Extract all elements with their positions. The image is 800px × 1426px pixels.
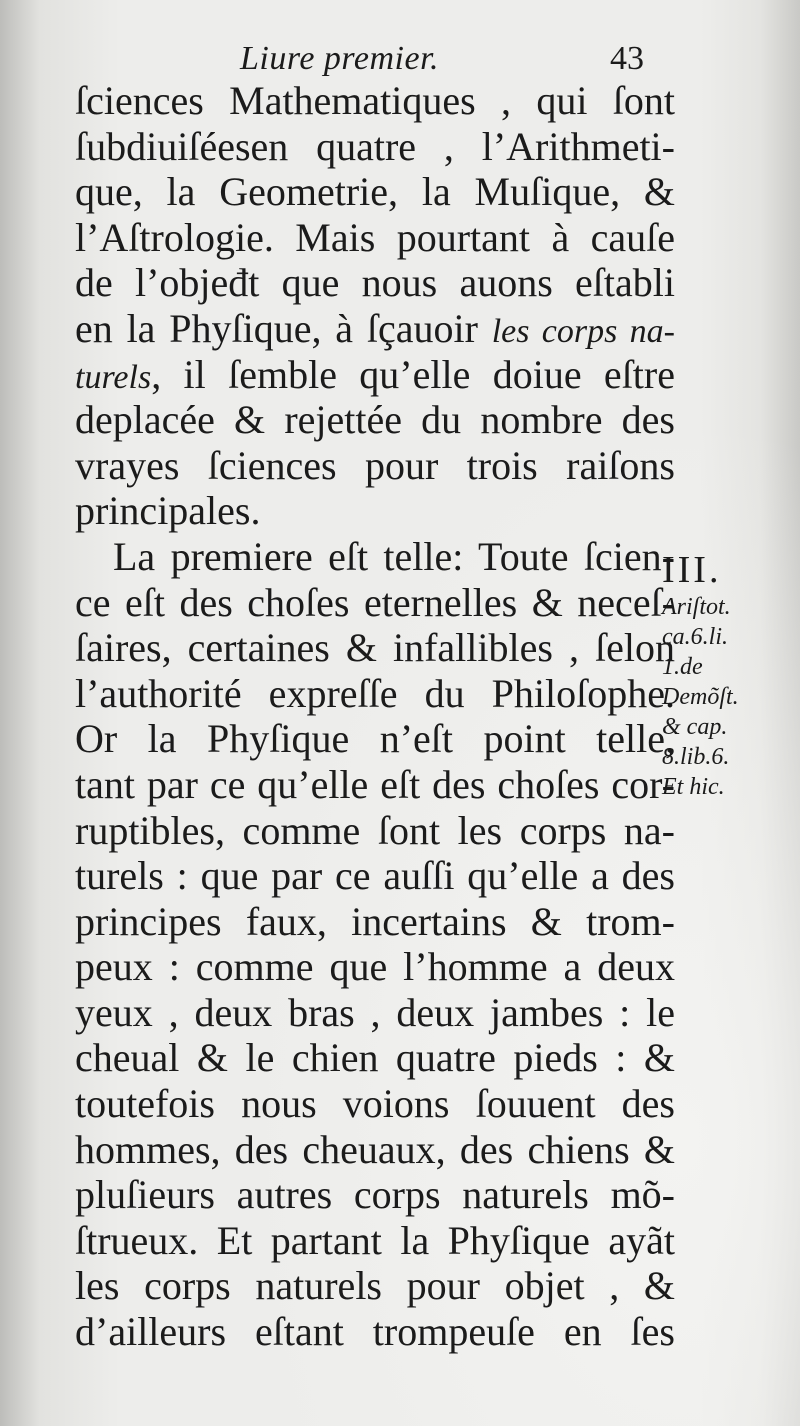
text-line: ce eſt des choſes eternelles & neceſ- <box>75 579 675 625</box>
text-line: deplacée & rejettée du nombre des <box>75 397 675 443</box>
marginal-note: 1.de <box>662 654 703 680</box>
text-line: turels : que par ce auſſi qu’elle a des <box>75 853 675 899</box>
text-line: l’authorité expreſſe du Philoſophe. <box>75 670 675 716</box>
running-head: Liure premier. <box>240 40 440 77</box>
marginal-note: ca.6.li. <box>662 624 728 650</box>
italic-phrase: turels <box>75 358 152 396</box>
text-line: Or la Phyſique n’eſt point telle, <box>75 716 675 762</box>
text-line: toutefois nous voions ſouuent des <box>75 1081 675 1127</box>
page-number: 43 <box>610 40 644 77</box>
text-line: cheual & le chien quatre pieds : & <box>75 1035 675 1081</box>
text-line: ſubdiuiſéesen quatre , l’Arithmeti- <box>75 123 675 169</box>
text-line: hommes, des cheuaux, des chiens & <box>75 1126 675 1172</box>
marginal-numeral: III. <box>662 549 722 591</box>
text-line: yeux , deux bras , deux jambes : le <box>75 989 675 1035</box>
text-line: principes faux, incertains & trom- <box>75 898 675 944</box>
text-line: vrayes ſciences pour trois raiſons <box>75 442 675 488</box>
marginal-note: 8.lib.6. <box>662 744 730 770</box>
text-line: les corps naturels pour objet , & <box>75 1263 675 1309</box>
text-line: que, la Geometrie, la Muſique, & <box>75 169 675 215</box>
text-line: principales. <box>75 488 261 534</box>
text-line: en la Phyſique, à ſçauoir les corps na- <box>75 305 675 351</box>
body-text <box>75 78 675 1355</box>
marginal-note: Et hic. <box>662 774 725 800</box>
text-line: La premiere eſt telle: Toute ſcien- <box>113 533 675 579</box>
marginal-note: Ariſtot. <box>662 594 731 620</box>
marginal-notes <box>662 548 800 802</box>
text-line: ſtrueux. Et partant la Phyſique ayãt <box>75 1217 675 1263</box>
text-line: ſciences Mathematiques , qui ſont <box>75 78 675 123</box>
text-line: d’ailleurs eſtant trompeuſe en ſes <box>75 1309 675 1355</box>
italic-phrase: les corps na- <box>491 312 675 350</box>
marginal-note: & cap. <box>662 714 728 740</box>
text-line: turels, il ſemble qu’elle doiue eſtre <box>75 351 675 397</box>
text-line: peux : comme que l’homme a deux <box>75 944 675 990</box>
text-line: ſaires, certaines & infallibles , ſelon <box>75 625 675 671</box>
text-line: l’Aſtrologie. Mais pourtant à cauſe <box>75 214 675 260</box>
text-line: tant par ce qu’elle eſt des choſes cor- <box>75 761 675 807</box>
text-line: pluſieurs autres corps naturels mõ- <box>75 1172 675 1218</box>
text-line: ruptibles, comme ſont les corps na- <box>75 807 675 853</box>
marginal-note: Demõſt. <box>662 684 739 710</box>
text-line: de l’objeđt que nous auons eſtabli <box>75 260 675 306</box>
